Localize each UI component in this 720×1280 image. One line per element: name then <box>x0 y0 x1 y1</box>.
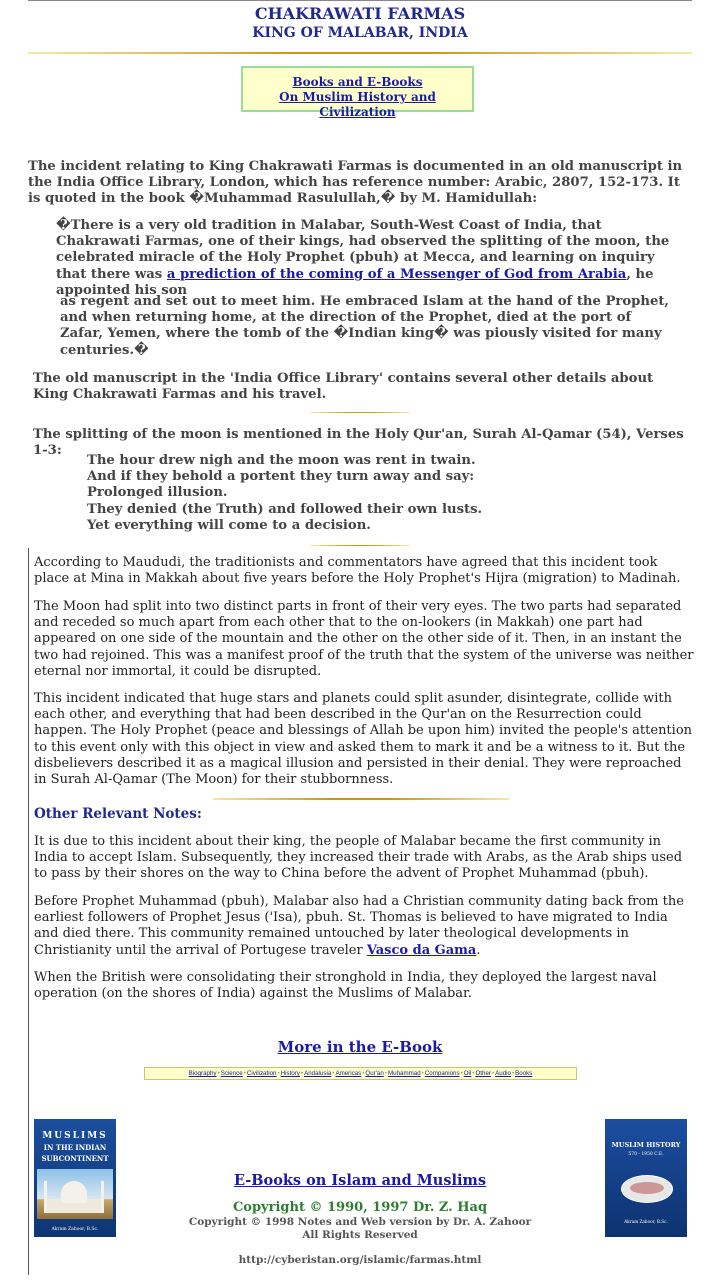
nav-separator: • <box>362 1070 365 1077</box>
notes-paragraph-3: When the British were consolidating their stronghold in India, they deployed the largest naval operation (on the shores of India) against the Muslims of Malabar. <box>34 970 657 1002</box>
nav-separator: • <box>460 1070 463 1077</box>
nav-separator: • <box>421 1070 424 1077</box>
ebooks-footer <box>0 1172 720 1189</box>
verse-line: The hour drew nigh and the moon was rent in twain. <box>87 453 476 468</box>
maududi-paragraph-1: According to Maududi, the traditionists and commentators have agreed that this incident took place at Mina in Makkah about five years before the Holy Prophet's Hijra (migration) to Madinah. <box>34 555 681 587</box>
book-left-subtitle-1: IN THE INDIAN <box>43 1143 107 1152</box>
book-right-title: MUSLIM HISTORY <box>611 1141 681 1149</box>
verse-line: And if they behold a portent they turn away and say: <box>87 469 475 485</box>
nav-separator: • <box>384 1070 387 1077</box>
nav-separator: • <box>511 1070 515 1077</box>
more-ebook-section <box>0 1038 720 1056</box>
nav-link-quran[interactable]: Qur'an <box>365 1070 384 1077</box>
copyright-block <box>0 1216 720 1242</box>
divider-3 <box>213 798 509 800</box>
verse-line: Prolonged illusion. <box>87 485 228 501</box>
verse-line: Yet everything will come to a decision. <box>87 517 371 533</box>
nav-link-muhammad[interactable]: Muhammad <box>387 1070 421 1077</box>
nav-separator: • <box>243 1070 246 1077</box>
maududi-paragraph-3: This incident indicated that huge stars and planets could split asunder, disintegrate, collide with each other, and everything that had been described in the Qur'an on the Resurrection could happen. The Holy Prophet (peace and blessings of Allah be upon him) invited the people's attention to this event only with this object in view and asked them to mark it and be a witness to it. But the disbelievers described it as a magical illusion and persisted in their denial. They were reproached in Surah Al-Qamar (The Moon) for their stubbornness. <box>34 691 693 788</box>
page-url: http://cyberistan.org/islamic/farmas.html <box>238 1254 482 1266</box>
nav-separator: • <box>277 1070 280 1077</box>
page-subtitle: KING OF MALABAR, INDIA <box>252 25 468 41</box>
quote-continuation: as regent and set out to meet him. He embraced Islam at the hand of the Prophet, and when returning home, at the direction of the Prophet, died at the port of Zafar, Yemen, where the tomb of the �Indian king� was piously visited for many centuries.� <box>60 294 670 358</box>
header-divider <box>28 52 692 54</box>
books-link-line2[interactable]: On Muslim History and Civilization <box>279 90 436 119</box>
nav-separator: • <box>472 1070 475 1077</box>
nav-link-other[interactable]: Other <box>475 1070 491 1077</box>
book-right-dates: 570 - 1950 C.E. <box>628 1152 664 1157</box>
nav-separator: • <box>491 1070 495 1077</box>
copyright-line-1: Copyright © 1990, 1997 Dr. Z. Haq <box>232 1200 488 1215</box>
nav-link-science[interactable]: Science <box>220 1070 243 1077</box>
quote-text-part1: �There is a very old tradition in Malabar, South-West Coast of India, that Chakrawati Farmas, one of their kings, had observed the splitting of the moon, the celebrated miracle of the Holy Prophet (pbuh) at Mecca, and learning on inquiry that there was <box>56 218 670 282</box>
book-left-title: MUSLIMS <box>42 1131 108 1141</box>
left-border-line <box>28 548 29 1275</box>
nav-link-andalusia[interactable]: Andalusia <box>304 1070 332 1077</box>
divider-1 <box>310 412 410 413</box>
nav-link-books[interactable]: Books <box>515 1070 533 1077</box>
books-link-line1[interactable]: Books and E-Books <box>292 75 423 89</box>
top-border-line <box>28 0 692 1</box>
manuscript-note: The old manuscript in the 'India Office Library' contains several other details about King Chakrawati Farmas and his travel. <box>33 371 654 403</box>
book-left-subtitle-2: SUBCONTINENT <box>41 1154 109 1163</box>
verse-line: They denied (the Truth) and followed their own lusts. <box>87 501 483 517</box>
nav-link-companions[interactable]: Companions <box>424 1070 460 1077</box>
divider-2 <box>310 545 410 546</box>
notes-p2-end: . <box>476 942 481 958</box>
books-banner <box>241 66 474 119</box>
notes-paragraph-2 <box>34 894 694 959</box>
nav-link-biography[interactable]: Biography <box>188 1070 217 1077</box>
category-nav-bar <box>144 1067 577 1080</box>
nav-link-oil[interactable]: Oil <box>463 1070 472 1077</box>
nav-separator: • <box>332 1070 335 1077</box>
quran-intro: The splitting of the moon is mentioned in the Holy Qur'an, Surah Al-Qamar (54), Verses 1-3: <box>33 427 684 459</box>
nav-link-audio[interactable]: Audio <box>495 1070 511 1077</box>
quote-paragraph <box>56 218 686 299</box>
notes-paragraph-1: It is due to this incident about their king, the people of Malabar became the first community in India to accept Islam. Subsequently, they increased their trade with Arabs, as the Arab ships used to pass by their shores on the way to China before the advent of Prophet Muhammad (pbuh). <box>34 834 683 882</box>
prediction-link[interactable]: a prediction of the coming of a Messenger of God from Arabia <box>166 266 627 282</box>
notes-heading: Other Relevant Notes: <box>34 806 202 822</box>
notes-p2-text: Before Prophet Muhammad (pbuh), Malabar also had a Christian community dating back from the earliest followers of Prophet Jesus ('Isa), pbuh. St. Thomas is believed to have migrated to India and died there. This community remained untouched by later theological developments in Christianity until the arrival of Portugese traveler <box>34 894 684 958</box>
maududi-paragraph-2: The Moon had split into two distinct parts in front of their very eyes. The two parts had separated and receded so much apart from each other that to the on-lookers (in Makkah) one part had appeared on one side of the mountain and the other on the other side of it. Then, in an instant the two had rejoined. This was a manifest proof of the truth that the system of the universe was neither eternal nor immortal, it could be disrupted. <box>34 599 694 679</box>
book-right-author: Akram Zahoor, B.Sc. <box>624 1219 668 1224</box>
nav-link-americas[interactable]: Americas <box>335 1070 362 1077</box>
intro-paragraph: The incident relating to King Chakrawati Farmas is documented in an old manuscript in the India Office Library, London, which has reference number: Arabic, 2807, 152-173. It is quoted in the book �Muhammad Rasulullah,� by M. Hamidullah: <box>28 159 683 207</box>
nav-link-civilization[interactable]: Civilization <box>246 1070 277 1077</box>
quote-text-part2: , he appointed his son <box>56 266 654 298</box>
page-header <box>0 4 720 42</box>
copyright-line-2: Copyright © 1998 Notes and Web version by Dr. A. Zahoor <box>188 1216 532 1228</box>
more-ebook-link[interactable]: More in the E-Book <box>277 1038 443 1056</box>
verse-block <box>87 453 482 534</box>
book-left-author: Akram Zahoor, B.Sc. <box>51 1227 99 1232</box>
ebooks-islam-link[interactable]: E-Books on Islam and Muslims <box>233 1172 487 1189</box>
page-title: CHAKRAWATI FARMAS <box>254 4 466 23</box>
nav-separator: • <box>300 1070 304 1077</box>
rights-reserved: All Rights Reserved <box>302 1229 418 1241</box>
nav-link-history[interactable]: History <box>280 1070 300 1077</box>
vasco-da-gama-link[interactable]: Vasco da Gama <box>366 942 477 958</box>
nav-separator: • <box>217 1070 220 1077</box>
